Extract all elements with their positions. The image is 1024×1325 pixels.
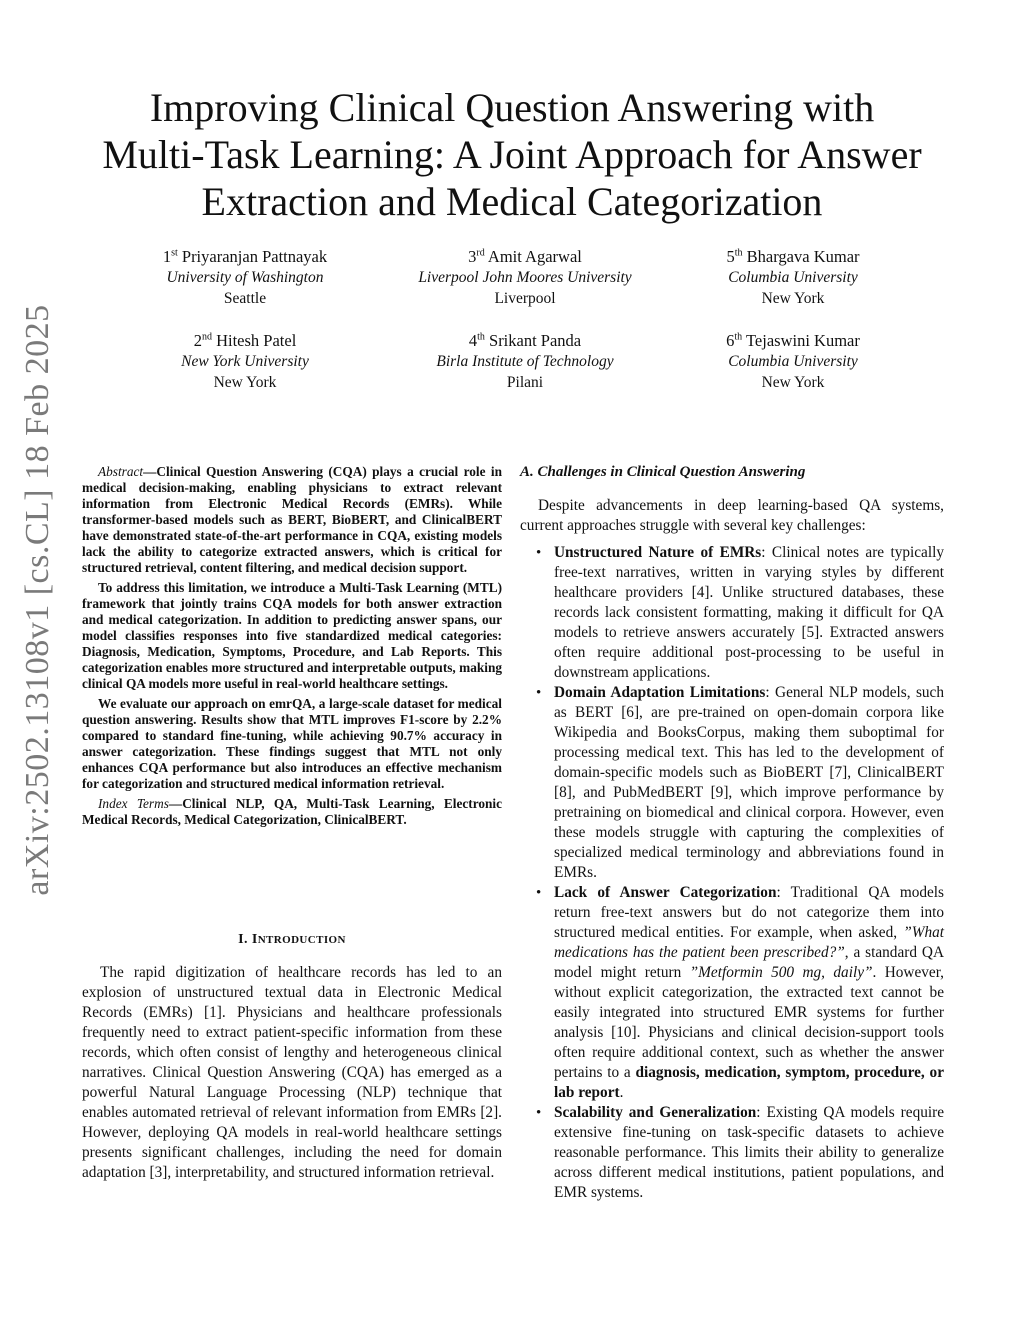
bullet-icon: • (536, 685, 542, 701)
subsection-heading-challenges: A. Challenges in Clinical Question Answering (520, 464, 806, 480)
author-5: 5th Bhargava Kumar Columbia University New York (648, 246, 938, 309)
index-terms: Index Terms—Clinical NLP, QA, Multi-Task Learning, Electronic Medical Records, Medical Categorization, ClinicalBERT. (82, 796, 503, 827)
category-list: diagnosis, medication, symptom, procedure, or lab report (554, 1064, 944, 1101)
author-name: Bhargava Kumar (746, 247, 860, 266)
abstract (82, 464, 502, 832)
author-1: 1st Priyaranjan Pattnayak University of Washington Seattle (100, 246, 390, 309)
introduction-section (82, 932, 502, 948)
author-name: Hitesh Patel (216, 331, 297, 350)
author-name: Tejaswini Kumar (746, 331, 860, 350)
bullet-term: Domain Adaptation Limitations (554, 684, 766, 701)
bullet-term: Lack of Answer Categorization (554, 884, 777, 901)
list-item: • Lack of Answer Categorization: Traditional QA models return free-text answers but do not categorize them into structured medical entities. For example, when asked, ”What medications has the patient been prescribed?”, a standard QA model might return ”Metformin 500 mg, daily”. However, without explicit categorization, the extracted text cannot be easily integrated into structured EMR systems for further analysis [10]. Physicians and clinical decision-support tools often require additional context, such as whether the answer pertains to a diagnosis, medication, symptom, procedure, or lab report. (536, 884, 945, 1101)
bullet-icon: • (536, 545, 542, 561)
title-line-1: Improving Clinical Question Answering with (149, 85, 875, 130)
bullet-term: Scalability and Generalization (554, 1104, 757, 1121)
author-affiliation: Liverpool John Moores University (418, 269, 632, 286)
author-affiliation: Birla Institute of Technology (436, 353, 614, 370)
list-item: • Domain Adaptation Limitations: General NLP models, such as BERT [6], are pre-trained on open-domain corpora like Wikipedia and BooksCorpus, making them suboptimal for processing medical text. This has led to the development of domain-specific models such as BioBERT [7], ClinicalBERT [8], and PubMedBERT [9], which improve performance by pretraining on biomedical and clinical corpora. However, even these models struggle with capturing the complexities of specialized medical terminology and abbreviations found in EMRs. (536, 684, 944, 881)
challenges-intro (520, 496, 944, 536)
introduction-paragraph: The rapid digitization of healthcare records has led to an explosion of unstructured textual data in Electronic Medical Records (EMRs) [1]. Physicians and healthcare professionals frequently need to extract patient-specific information from these records, which often consist of lengthy and heterogeneous clinical narratives. Clinical Question Answering (CQA) has emerged as a powerful Natural Language Processing (NLP) technique that enables automated retrieval of relevant information from EMRs [2]. However, deploying QA models in real-world healthcare settings presents significant challenges, including the need for domain adaptation [3], interpretability, and structured information retrieval. (82, 964, 502, 1181)
author-affiliation: University of Washington (166, 269, 324, 286)
bullet-icon: • (536, 885, 542, 901)
section-heading-introduction: I. INTRODUCTION (238, 932, 346, 947)
paper-title (70, 84, 954, 225)
challenges-intro-paragraph: Despite advancements in deep learning-based QA systems, current approaches struggle with several key challenges: (520, 497, 944, 534)
abstract-paragraph-2: To address this limitation, we introduce a Multi-Task Learning (MTL) framework that jointly trains CQA models for both answer extraction and medical categorization. In addition to predicting answer spans, our model classifies responses into five standardized medical categories: Diagnosis, Medication, Symptoms, Procedure, and Lab Reports. This categorization enables more structured and interpretable outputs, making clinical QA models more useful in real-world healthcare settings. (82, 580, 502, 691)
author-4: 4th Srikant Panda Birla Institute of Technology Pilani (380, 330, 670, 393)
author-2: 2nd Hitesh Patel New York University New York (100, 330, 390, 393)
challenges-list (520, 543, 944, 1203)
abstract-paragraph-1: Abstract—Clinical Question Answering (CQA) plays a crucial role in medical decision-making, enabling physicians to extract relevant information from Electronic Medical Records (EMRs). While transformer-based models such as BERT, BioBERT, and ClinicalBERT have demonstrated state-of-the-art performance in CQA, existing models lack the ability to categorize extracted answers, which is critical for structured retrieval, content filtering, and medical decision support. (82, 464, 502, 575)
author-location: Seattle (223, 290, 267, 307)
author-name: Srikant Panda (489, 331, 582, 350)
author-location: New York (761, 290, 825, 307)
abstract-paragraph-3: We evaluate our approach on emrQA, a large-scale dataset for medical question answering. Results show that MTL improves F1-score by 2.2% compared to standard fine-tuning, while achieving 90.7% accuracy in answer categorization. These findings suggest that MTL not only enhances CQA performance but also introduces an effective mechanism for categorization and structured medical information retrieval. (82, 696, 502, 791)
author-location: New York (213, 374, 277, 391)
index-terms-label: Index Terms (98, 796, 169, 811)
author-name: Amit Agarwal (487, 247, 582, 266)
arxiv-side-stamp (12, 0, 64, 1325)
author-6: 6th Tejaswini Kumar Columbia University New York (648, 330, 938, 393)
bullet-term: Unstructured Nature of EMRs (554, 544, 762, 561)
title-line-3: Extraction and Medical Categorization (201, 179, 823, 224)
author-affiliation: Columbia University (728, 269, 858, 286)
author-location: New York (761, 374, 825, 391)
example-question: ”What medications has the patient been prescribed?” (554, 924, 944, 961)
list-item: • Unstructured Nature of EMRs: Clinical notes are typically free-text narratives, written in varying styles by different healthcare providers [4]. Unlike structured databases, these records lack consistent formatting, making it difficult for QA models to retrieve answers accurately [5]. Extracted answers often require additional post-processing to be useful in downstream applications. (536, 544, 944, 681)
author-location: Pilani (506, 374, 544, 391)
author-name: Priyaranjan Pattnayak (181, 247, 328, 266)
abstract-label: Abstract (98, 464, 144, 479)
challenges-section (520, 464, 944, 481)
author-affiliation: New York University (181, 353, 309, 370)
arxiv-identifier: arXiv:2502.13108v1 [cs.CL] 18 Feb 2025 (19, 304, 56, 896)
title-line-2: Multi-Task Learning: A Joint Approach for Answer (102, 132, 922, 177)
bullet-icon: • (536, 1105, 542, 1121)
example-answer: ”Metformin 500 mg, daily” (689, 964, 873, 981)
introduction-body (82, 963, 502, 1183)
author-3: 3rd Amit Agarwal Liverpool John Moores University Liverpool (380, 246, 670, 309)
list-item: • Scalability and Generalization: Existing QA models require extensive fine-tuning on task-specific datasets to achieve reasonable performance. This limits their ability to generalize across different medical institutions, patient populations, and EMR systems. (536, 1104, 944, 1201)
author-location: Liverpool (494, 290, 556, 307)
author-affiliation: Columbia University (728, 353, 858, 370)
